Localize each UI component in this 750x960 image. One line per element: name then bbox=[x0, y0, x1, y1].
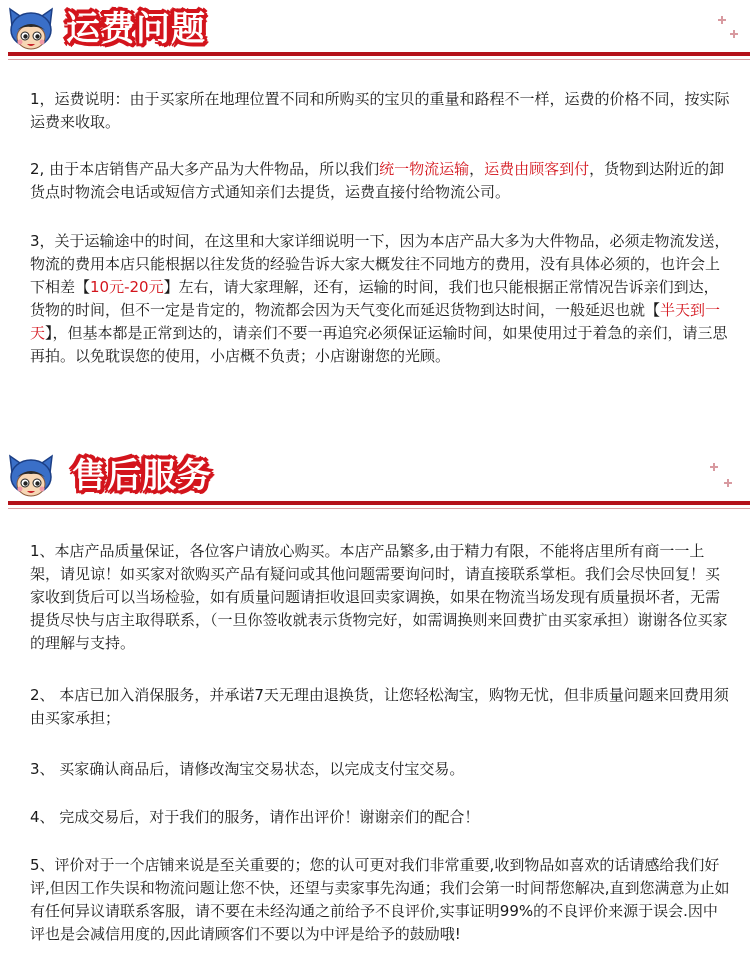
shipping-highlight-unified-logistics: 统一物流运输 bbox=[379, 160, 470, 178]
header-divider bbox=[8, 501, 750, 505]
sparkle-icon bbox=[710, 463, 718, 471]
shipping-header bbox=[0, 0, 750, 70]
aftersales-paragraph-1: 1、本店产品质量保证，各位客户请放心购买。本店产品繁多,由于精力有限，不能将店里所有商一一上架，请见谅！如买家对欲购买产品有疑问或其他问题需要询问时，请直接联系掌柜。我们会尽快回复！买家收到货后可以当场检验，如有质量问题请拒收退回卖家调换，如果在物流当场发现有质量损坏者，无需提货尽快与店主取得联系，（一旦你签收就表示货物完好，如需调换则来回费扩由买家承担）谢谢各位买家的理解与支持。 bbox=[30, 542, 728, 652]
shipping-paragraph-3-text-c: 】，但基本都是正常到达的，请亲们不要一再追究必须保证运输时间，如果使用过于着急的亲们，请三思再拍。以免耽误您的使用，小店概不负责；小店谢谢您的光顾。 bbox=[30, 324, 728, 365]
shipping-paragraph-2-text-c: ，货物到达附近的卸货点时物流会电话或短信方式通知亲们去提货，运费直接付给物流公司。 bbox=[30, 160, 725, 201]
cartoon-cat-mascot-icon bbox=[6, 453, 56, 501]
sparkle-icon bbox=[730, 30, 738, 38]
shipping-title: 运费问题 bbox=[66, 9, 206, 49]
aftersales-paragraph-2: 2、 本店已加入消保服务，并承诺7天无理由退换货，让您轻松淘宝，购物无忧，但非质量问题来回费用须由买家承担； bbox=[30, 686, 729, 727]
aftersales-paragraph-3: 3、 买家确认商品后，请修改淘宝交易状态，以完成支付宝交易。 bbox=[30, 760, 465, 778]
header-divider bbox=[8, 52, 750, 56]
shipping-paragraph-3-text-b: 】左右，请大家理解，还有，运输的时间，我们也只能根据正常情况告诉亲们到达，货物的时间，但不一定是肯定的，物流都会因为天气变化而延迟货物到达时间，一般延迟也就【 bbox=[30, 278, 719, 319]
aftersales-paragraph-5: 5、评价对于一个店铺来说是至关重要的；您的认可更对我们非常重要,收到物品如喜欢的话请感给我们好评,但因工作失误和物流问题让您不快，还望与卖家事先沟通；我们会第一时间帮您解决,直到您满意为止如有任何异议请联系客服，请不要在未经沟通之前给予不良评价,实事证明99%的不良评价来源于误会.因中评也是会减信用度的,因此请顾客们不要以为中评是给予的鼓励哦! bbox=[30, 856, 730, 943]
aftersales-header bbox=[0, 445, 750, 515]
shipping-paragraph-2 bbox=[30, 158, 730, 204]
shipping-highlight-price-range: 10元-20元 bbox=[90, 278, 164, 296]
aftersales-paragraph-4: 4、 完成交易后，对于我们的服务，请作出评价！谢谢亲们的配合！ bbox=[30, 808, 480, 826]
cartoon-cat-mascot-icon bbox=[6, 6, 56, 54]
shipping-paragraph-2-text-b: ， bbox=[469, 160, 485, 178]
header-divider-thin bbox=[8, 59, 750, 60]
header-divider-thin bbox=[8, 508, 750, 509]
shipping-highlight-delay-range: 半天到一天 bbox=[30, 301, 721, 342]
shipping-paragraph-2-text-a: 2, 由于本店销售产品大多产品为大件物品，所以我们 bbox=[30, 160, 380, 178]
shipping-highlight-freight-collect: 运费由顾客到付 bbox=[484, 160, 590, 178]
aftersales-title: 售后服务 bbox=[72, 456, 212, 496]
sparkle-icon bbox=[718, 16, 726, 24]
shipping-paragraph-1: 1，运费说明：由于买家所在地理位置不同和所购买的宝贝的重量和路程不一样，运费的价格不同，按实际运费来收取。 bbox=[30, 90, 730, 131]
shipping-paragraph-3-text-a: 3，关于运输途中的时间，在这里和大家详细说明一下，因为本店产品大多为大件物品，必须走物流发送，物流的费用本店只能根据以往发货的经验告诉大家大概发往不同地方的费用，没有具体必须的，也许会上下相差【 bbox=[30, 232, 730, 296]
shipping-paragraph-3 bbox=[30, 230, 730, 368]
sparkle-icon bbox=[724, 479, 732, 487]
